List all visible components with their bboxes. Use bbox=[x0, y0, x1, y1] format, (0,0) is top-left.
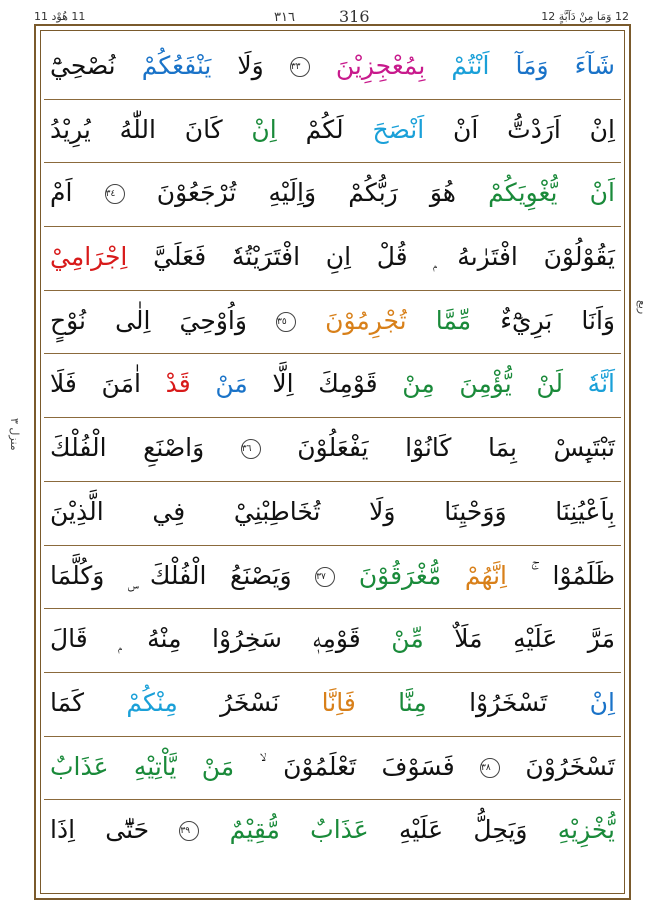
manzil-margin-marker: منزل ٣ bbox=[8, 418, 21, 451]
text-segment: اِنْ bbox=[547, 687, 615, 717]
ayah-number-marker: ٣٤ bbox=[105, 184, 125, 204]
text-segment: وَلَا bbox=[211, 51, 290, 80]
text-segment: نَسْخَرُ bbox=[177, 687, 280, 717]
ayah-number-marker: ٣٩ bbox=[179, 821, 199, 841]
text-line bbox=[44, 227, 621, 291]
text-segment: تَسْخَرُوْنَ bbox=[500, 751, 615, 781]
text-segment: تَبْتَىِٕسْ بِمَا كَانُوْا يَفْعَلُوْنَ bbox=[260, 433, 615, 463]
text-segment: اِجْرَامِيْ bbox=[50, 242, 128, 272]
text-segment: اِنَّهُمْ bbox=[441, 560, 507, 590]
text-segment: عَذَابٌ bbox=[50, 751, 109, 781]
text-segment: قَوْمِكَ اِلَّا bbox=[247, 369, 378, 399]
text-segment: فَسَوْفَ تَعْلَمُوْنَ ۙ bbox=[234, 751, 481, 781]
text-segment: وَيَصْنَعُ الْفُلْكَ ۣ وَكُلَّمَا bbox=[50, 560, 316, 590]
text-segment: ظَلَمُوْا ۚ bbox=[506, 560, 616, 590]
text-segment: يُّخْزِيْهِ bbox=[527, 815, 616, 845]
text-segment: مِنْكُمْ bbox=[83, 687, 178, 717]
ayah-number-marker: ٣٨ bbox=[480, 758, 500, 778]
text-line bbox=[44, 100, 621, 164]
text-line bbox=[44, 354, 621, 418]
text-segment: وَاَنَا بَرِيْٓءٌ bbox=[471, 305, 615, 335]
text-segment: مِّنْ bbox=[360, 624, 424, 654]
text-segment: يُّغْوِيَكُمْ bbox=[456, 178, 558, 208]
text-segment: اَنْصَحَ bbox=[343, 114, 425, 144]
text-line bbox=[44, 163, 621, 227]
ayah-number-marker: ٣٣ bbox=[290, 57, 310, 77]
text-segment: لَكُمْ bbox=[276, 114, 344, 144]
page-number: 316 bbox=[339, 7, 370, 26]
text-segment: مَرَّ عَلَيْهِ مَلَاٌ bbox=[423, 624, 615, 654]
text-segment: نُصْحِيْٓ bbox=[50, 51, 116, 80]
quran-text-body bbox=[44, 36, 621, 864]
ruku-margin-marker: ربع bbox=[636, 300, 649, 315]
text-segment: فَاِنَّا bbox=[279, 687, 356, 717]
ayah-number-marker: ٣٥ bbox=[276, 312, 296, 332]
text-segment: يَنْفَعُكُمْ bbox=[115, 51, 212, 80]
text-segment: مَنْ يَّاْتِيْهِ bbox=[108, 751, 235, 781]
text-segment: مِنْ bbox=[377, 369, 435, 399]
text-segment: وَيَحِلُّ عَلَيْهِ bbox=[368, 815, 528, 845]
text-segment: كَمَا bbox=[50, 687, 84, 717]
text-segment: تُجْرِمُوْنَ bbox=[296, 305, 407, 335]
text-line bbox=[44, 291, 621, 355]
text-segment: عَذَابٌ bbox=[279, 815, 369, 845]
text-segment: حَتّٰٓى اِذَا bbox=[50, 815, 180, 845]
text-segment: كَانَ اللّٰهُ يُرِيْدُ bbox=[50, 114, 223, 144]
text-segment: هُوَ رَبُّكُمْ bbox=[316, 178, 456, 208]
text-line bbox=[44, 418, 621, 482]
text-segment: مِّمَّا bbox=[406, 305, 472, 335]
text-segment: قَدْ bbox=[140, 369, 191, 399]
text-segment: اٰمَنَ فَلَا bbox=[50, 369, 141, 399]
text-segment: شَآءَ وَمَآ bbox=[489, 51, 615, 80]
text-line bbox=[44, 737, 621, 801]
text-segment: تَسْخَرُوْا bbox=[426, 687, 548, 717]
text-line bbox=[44, 546, 621, 610]
text-segment: بِاَعْيُنِنَا وَوَحْيِنَا وَلَا تُخَاطِبْنِيْ فِي الَّذِيْنَ bbox=[50, 496, 615, 526]
text-segment: وَاِلَيْهِ تُرْجَعُوْنَ bbox=[124, 178, 317, 208]
text-line bbox=[44, 673, 621, 737]
text-segment: مُّقِيْمٌ bbox=[199, 815, 280, 845]
text-segment: اَمْ bbox=[50, 178, 105, 208]
text-segment: اِنْ bbox=[222, 114, 277, 144]
text-segment: اَنْتُمْ bbox=[425, 51, 490, 80]
text-segment: اَنْ bbox=[557, 178, 615, 208]
text-line bbox=[44, 609, 621, 673]
text-segment: مِنَّا bbox=[355, 687, 427, 717]
text-segment: لَنْ يُّؤْمِنَ bbox=[434, 369, 563, 399]
text-segment: بِمُعْجِزِيْنَ bbox=[309, 51, 426, 80]
ayah-number-marker: ٣٦ bbox=[241, 439, 261, 459]
text-segment: قَوْمِهٖ سَخِرُوْا مِنْهُ ۭ قَالَ bbox=[50, 624, 361, 654]
juz-name-label: 12 وَمَا مِنْ دَآبَّةٍ 12 bbox=[541, 10, 629, 23]
text-line bbox=[44, 482, 621, 546]
text-segment: مَنْ bbox=[190, 369, 248, 399]
text-line bbox=[44, 36, 621, 100]
text-segment: اَنَّهٗ bbox=[563, 369, 615, 399]
page-number-arabic: ٣١٦ bbox=[274, 10, 295, 25]
surah-name-label: 11 هُوْد 11 bbox=[34, 10, 86, 23]
ayah-number-marker: ٣٧ bbox=[315, 567, 335, 587]
text-segment: اِنْ اَرَدْتُّ اَنْ bbox=[424, 114, 615, 144]
text-segment: وَاصْنَعِ الْفُلْكَ bbox=[50, 433, 241, 463]
text-line bbox=[44, 800, 621, 864]
text-segment: مُّغْرَقُوْنَ bbox=[335, 560, 442, 590]
text-segment: وَاُوْحِيَ اِلٰى نُوْحٍ bbox=[50, 305, 277, 335]
text-segment: يَقُوْلُوْنَ افْتَرٰىهُ ۭ قُلْ اِنِ افْتَرَيْتُهٗ فَعَلَيَّ bbox=[127, 242, 615, 272]
